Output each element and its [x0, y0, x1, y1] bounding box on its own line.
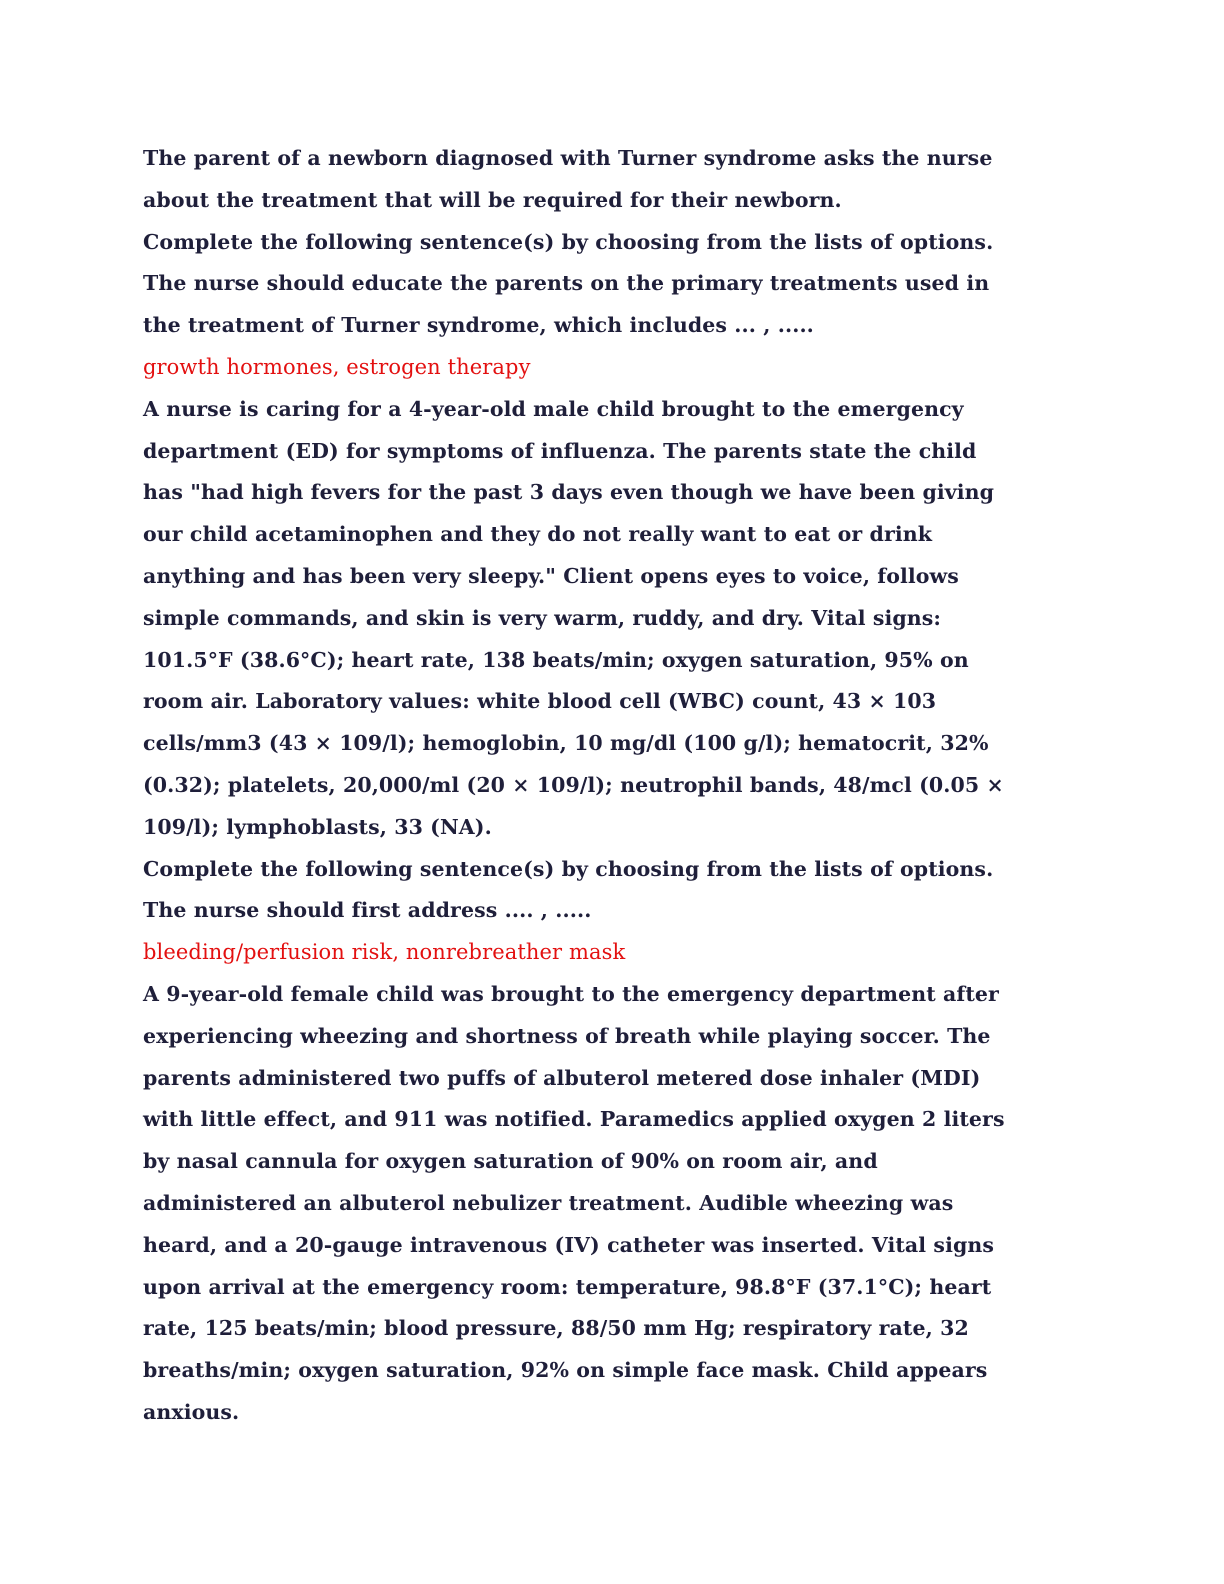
question-line: simple commands, and skin is very warm, ruddy, and dry. Vital signs:	[143, 605, 942, 630]
question-line: by nasal cannula for oxygen saturation of 90% on room air, and	[143, 1149, 878, 1174]
question-line: 101.5°F (38.6°C); heart rate, 138 beats/min; oxygen saturation, 95% on	[143, 647, 969, 672]
question-line: has "had high fevers for the past 3 days even though we have been giving	[143, 480, 995, 505]
question-line: anxious.	[143, 1399, 240, 1424]
question-line: A 9-year-old female child was brought to the emergency department after	[143, 981, 999, 1006]
question-line: rate, 125 beats/min; blood pressure, 88/50 mm Hg; respiratory rate, 32	[143, 1316, 969, 1341]
question-line: department (ED) for symptoms of influenza. The parents state the child	[143, 438, 977, 463]
question-line: room air. Laboratory values: white blood cell (WBC) count, 43 × 103	[143, 689, 937, 714]
question-line: upon arrival at the emergency room: temperature, 98.8°F (37.1°C); heart	[143, 1274, 992, 1299]
question-line: cells/mm3 (43 × 109/l); hemoglobin, 10 mg/dl (100 g/l); hematocrit, 32%	[143, 731, 989, 756]
question-line: Complete the following sentence(s) by choosing from the lists of options.	[143, 856, 994, 881]
question-line: about the treatment that will be required for their newborn.	[143, 187, 842, 212]
question-line: A nurse is caring for a 4-year-old male child brought to the emergency	[143, 396, 964, 421]
question-block-influenza	[143, 389, 1083, 932]
question-line: Complete the following sentence(s) by choosing from the lists of options.	[143, 229, 994, 254]
question-line: parents administered two puffs of albuterol metered dose inhaler (MDI)	[143, 1065, 981, 1090]
question-line: with little effect, and 911 was notified. Paramedics applied oxygen 2 liters	[143, 1107, 1005, 1132]
answer-line: bleeding/perfusion risk, nonrebreather mask	[143, 940, 626, 965]
question-block-asthma	[143, 974, 1083, 1434]
question-line: anything and has been very sleepy." Client opens eyes to voice, follows	[143, 563, 959, 588]
question-line: 109/l); lymphoblasts, 33 (NA).	[143, 814, 492, 839]
question-line: experiencing wheezing and shortness of breath while playing soccer. The	[143, 1023, 991, 1048]
question-line: (0.32); platelets, 20,000/ml (20 × 109/l); neutrophil bands, 48/mcl (0.05 ×	[143, 772, 1004, 797]
question-line: breaths/min; oxygen saturation, 92% on simple face mask. Child appears	[143, 1358, 988, 1383]
answer-block-turner	[143, 347, 1083, 389]
question-line: our child acetaminophen and they do not really want to eat or drink	[143, 522, 933, 547]
document-page	[143, 138, 1083, 1434]
answer-line: growth hormones, estrogen therapy	[143, 354, 531, 379]
question-line: heard, and a 20-gauge intravenous (IV) catheter was inserted. Vital signs	[143, 1232, 995, 1257]
answer-block-influenza	[143, 932, 1083, 974]
question-line: administered an albuterol nebulizer treatment. Audible wheezing was	[143, 1190, 954, 1215]
question-line: The nurse should educate the parents on the primary treatments used in	[143, 271, 990, 296]
question-block-turner	[143, 138, 1083, 347]
question-line: The parent of a newborn diagnosed with Turner syndrome asks the nurse	[143, 146, 993, 170]
question-line: the treatment of Turner syndrome, which includes ... , .....	[143, 313, 814, 338]
question-line: The nurse should first address .... , .....	[143, 898, 592, 923]
